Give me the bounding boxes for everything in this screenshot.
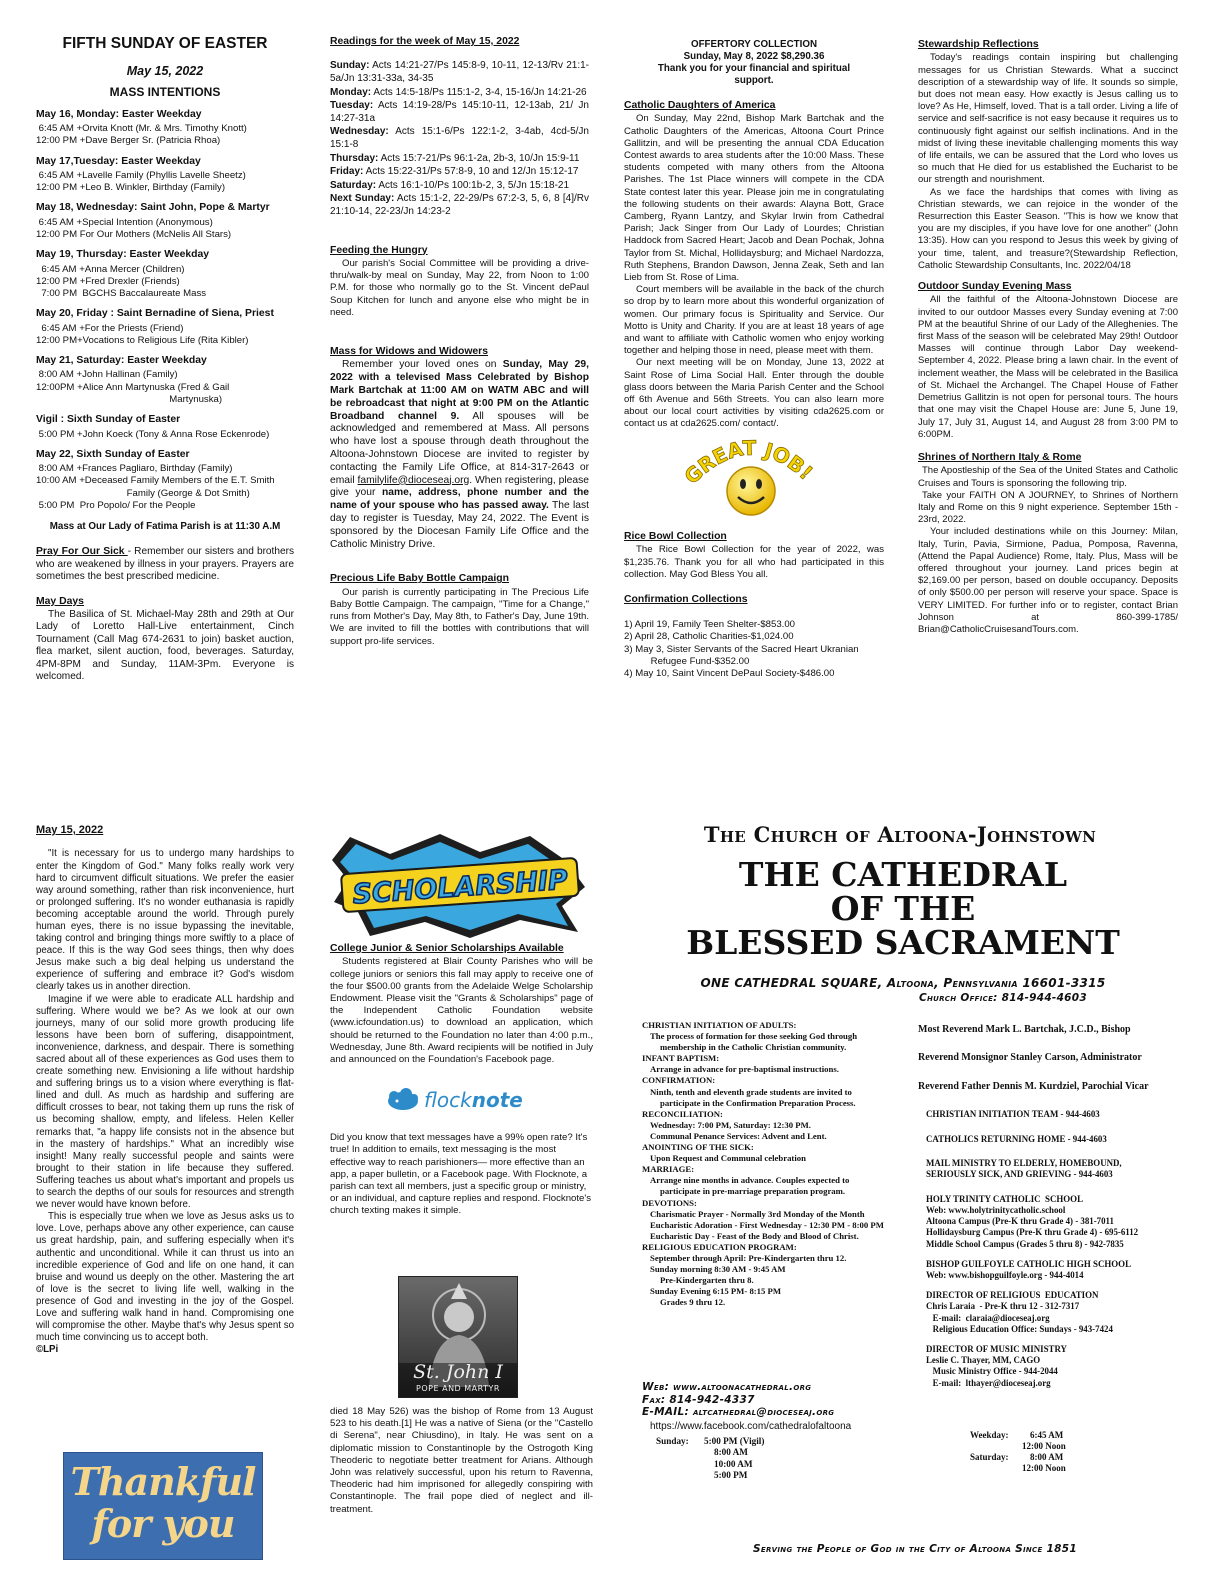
reading-day: Thursday: — [330, 152, 379, 164]
school-entry — [926, 1290, 1184, 1335]
reading-line — [330, 87, 589, 100]
ministry-entry — [926, 1109, 1184, 1120]
parish-address: ONE CATHEDRAL SQUARE, Altoona, Pennsylvania 16601-3315 — [700, 976, 1106, 990]
reading-text: Acts 14:19-28/Ps 145:10-11, 12-13ab, 21/ Jn 14:27-31a — [330, 100, 589, 124]
cathedral-title-3: BLESSED SACRAMENT — [686, 923, 1120, 962]
reading-text: Acts 14:5-18/Ps 115:1-2, 3-4, 15-16/Jn 14:21-26 — [371, 86, 587, 98]
confirmation-heading: Confirmation Collections — [624, 594, 748, 606]
reading-line — [330, 193, 589, 218]
reading-line — [330, 180, 589, 193]
thankful-text-1: Thankful — [70, 1459, 256, 1504]
rice-heading: Rice Bowl Collection — [624, 530, 727, 542]
stewardship-text-1: Today's readings contain inspiring but challenging messages for us Christian Stewards. What a succinct description of a stewardship way of life. It sounds so simple, but does not mean easy. How exactly is Jesus calling us to love? As He, Himself, loved. That is a tall order. Living a life of service and self-sacrifice is not easy because it requires us to continuously fight against our selfish inclinations. And in the midst of living these inevitable challenging moments this way of life entails, we can be assured that the Lord who loves us so much that He died for us established the Eucharist to be our strength and nourishment. — [918, 52, 1178, 186]
school-line: Religious Education Office: Sundays - 943-7424 — [926, 1323, 1113, 1334]
mass-day-heading: Vigil : Sixth Sunday of Easter — [36, 414, 181, 426]
sunday-time: 5:00 PM (Vigil) — [704, 1435, 765, 1446]
stewardship-text-2: As we face the hardships that comes with living as Christian stewards, we can rejoice in the wonder of the Resurrection this Easter Season. "This is how we know that you are my disciples, if you have love for one another" (John 13:35). How can you respond to Jesus this week by giving of your time, talent, and treasure?(Stewardship Reflection, Catholic Stewardship Consultants, Inc. 2022/04/18 — [918, 186, 1178, 271]
cda-text-3: Our next meeting will be on Monday, June 13, 2022 at Saint Rose of Lima Social Hall. Enter through the double glass doors between the Maria Parish Center and the School off 6th Avenue and 56th Streets. You can also learn more about our local court activities by visiting cda2625.com or contact us at cda2625.com/ contact/. — [624, 357, 884, 430]
school-entry — [926, 1259, 1184, 1281]
sacrament-line: INFANT BAPTISM: — [642, 1053, 720, 1064]
great-job-text: GREAT JOB! — [679, 435, 818, 489]
website-link[interactable]: Web: www.altoonacathedral.org — [642, 1381, 812, 1393]
confirmation-item: 2) April 28, Catholic Charities-$1,024.00 — [624, 631, 794, 643]
sacrament-line: membership in the Catholic Christian community. — [660, 1042, 847, 1053]
mass-intention-line: 12:00 PM For Our Mothers (McNelis All Stars) — [36, 229, 232, 241]
school-line: Web: www.holytrinitycatholic.school — [926, 1205, 1066, 1216]
reading-day: Saturday: — [330, 179, 377, 191]
sacrament-line: CONFIRMATION: — [642, 1075, 716, 1086]
mass-intention-line: 12:00 PM +Fred Drexler (Friends) — [36, 275, 180, 287]
ministry-line: CHRISTIAN INITIATION TEAM - 944-4603 — [926, 1109, 1100, 1120]
school-line: DIRECTOR OF MUSIC MINISTRY — [926, 1344, 1067, 1355]
widows-heading: Mass for Widows and Widowers — [330, 345, 489, 357]
mass-intention-line: 5:00 PM +John Koeck (Tony & Anna Rose Eckenrode) — [36, 428, 270, 440]
column-mass-intentions — [36, 34, 294, 683]
diocese-name: The Church of Altoona-Johnstown — [703, 822, 1097, 847]
school-entry — [926, 1344, 1184, 1389]
sacrament-line: Upon Request and Communal celebration — [650, 1153, 806, 1164]
sacrament-line: MARRIAGE: — [642, 1164, 695, 1175]
sacrament-line: Wednesday: 7:00 PM, Saturday: 12:30 PM. — [650, 1119, 811, 1130]
outdoor-mass-text: All the faithful of the Altoona-Johnstown Diocese are invited to our outdoor Masses every Sunday evening at 7:00 PM at the beautiful Shrine of our Lady of the Alleghenies. The first Mass of the season will be celebrated May 29th! Outdoor Masses will continue through Labor Day weekend- September 4, 2022. Please bring a lawn chair. In the event of inclement weather, the Mass will be celebrated in the Basilica of St. Michael the Archangel. The Chapel House of Father Demetrius Gallitzin is not open for personal tours. The hours that one may visit the Chapel House are: June 5, June 19, July 17, July 31, August 14, and August 28 from 3:00 PM to 6:00PM. — [918, 294, 1178, 440]
mass-day — [36, 202, 294, 241]
mass-intention-line: 6:45 AM +Orvita Knott (Mr. & Mrs. Timothy Knott) — [36, 123, 247, 135]
footer-motto: Serving the People of God in the City of Altoona Since 1851 — [753, 1543, 1077, 1555]
reading-text: Acts 14:21-27/Ps 145:8-9, 10-11, 12-13/Rv 21:1-5a/Jn 13:31-33a, 34-35 — [330, 60, 589, 84]
saturday-label: Saturday: — [970, 1452, 1009, 1462]
bottle-heading: Precious Life Baby Bottle Campaign — [330, 573, 509, 585]
sunday-time: 10:00 AM — [714, 1458, 753, 1469]
reading-line — [330, 166, 589, 179]
mass-day — [36, 109, 294, 148]
sacrament-line: Pre-Kindergarten thru 8. — [660, 1275, 754, 1286]
readings-heading: Readings for the week of May 15, 2022 — [330, 36, 520, 47]
weekday-time-1: 6:45 AM — [1030, 1430, 1064, 1440]
ministry-entry — [926, 1134, 1184, 1145]
reading-day: Tuesday: — [330, 100, 374, 112]
cda-heading: Catholic Daughters of America — [624, 100, 776, 111]
cda-text-2: Court members will be available in the back of the church so drop by to learn more about this wonderful organization of women. Our primary focus is Spirituality and Service. Our Motto is Unity and Charity. If you are at least 18 years of age and want to affiliate with Catholic women who enjoy working together and helping those in need, please meet with them. — [624, 284, 884, 357]
school-line: Music Ministry Office - 944-2044 — [926, 1366, 1058, 1377]
sacrament-line: The process of formation for those seeking God through — [650, 1031, 858, 1042]
mass-intention-line: 12:00 PM +Dave Berger Sr. (Patricia Rhoa) — [36, 135, 221, 147]
sacrament-line: participate in the Confirmation Preparation Process. — [660, 1097, 856, 1108]
bottle-text: Our parish is currently participating in The Precious Life Baby Bottle Campaign. The campaign, "Time for a Change," runs from Mother's Day, May 8th, to Father's Day, June 19th. We are invited to fill the bottles with contributions that will support pro-life services. — [330, 586, 589, 647]
date-heading: May 15, 2022 — [126, 64, 204, 78]
mass-day — [36, 449, 294, 512]
icon-caption-name: St. John I — [413, 1361, 503, 1383]
sick-heading: Pray For Our Sick — [36, 546, 128, 558]
reading-day: Next Sunday: — [330, 193, 395, 205]
ministry-line: CATHOLICS RETURNING HOME - 944-4603 — [926, 1133, 1107, 1144]
confirmation-list — [624, 619, 884, 681]
mass-intention-line: 10:00 AM +Deceased Family Members of the E.T. Smith — [36, 475, 275, 487]
ministry-line: SERIOUSLY SICK, AND GRIEVING - 944-4603 — [926, 1169, 1113, 1180]
sunday-time: 5:00 PM — [714, 1470, 748, 1480]
school-line: Leslie C. Thayer, MM, CAGO — [926, 1355, 1041, 1366]
mass-day — [36, 355, 294, 406]
column-offertory — [624, 39, 884, 681]
masthead — [620, 822, 1186, 1004]
school-line: DIRECTOR OF RELIGIOUS EDUCATION — [926, 1290, 1099, 1301]
reading-text: Acts 15:22-31/Ps 57:8-9, 10 and 12/Jn 15:12-17 — [363, 166, 579, 178]
flocknote-sheep-icon — [386, 1088, 420, 1112]
widows-email-link[interactable]: familylife@dioceseaj.org — [357, 474, 470, 486]
scholarship-text-body: Students registered at Blair County Parishes who will be college juniors or seniors this fall may apply to receive one of the four $500.00 grants from the Adelaide Welge Scholarship Endowment. Please visit the "Grants & Scholarships" page of the Independent Catholic Foundation website (www.icfoundation.us) to download an application, which should be returned to the Foundation no later than 4:00 p.m., Wednesday, June 8th. Award recipients will be notified in July and announced on the Foundation's Facebook page. — [330, 956, 593, 1066]
readings-list — [330, 60, 589, 218]
great-job-icon — [676, 435, 826, 525]
st-john-text: died 18 May 526) was the bishop of Rome from 13 August 523 to his death.[1] He was a native of Siena (or the "Castello di Serena", near Chiusdino), in Italy. He was sent on a diplomatic mission to Constantinople by the Ostrogoth King Theoderic to negotiate better treatment for Arians. Although John was relatively successful, upon his return to Ravenna, Theoderic had him imprisoned for allegedly conspiring with Constantinople. The frail pope died of neglect and ill-treatment. — [330, 1406, 593, 1515]
ministry-entry — [926, 1158, 1184, 1181]
mass-intention-line: 12:00 PM +Leo B. Winkler, Birthday (Family) — [36, 182, 226, 194]
column-readings — [330, 36, 589, 648]
school-line: Altoona Campus (Pre-K thru Grade 4) - 381-7011 — [926, 1216, 1114, 1227]
reading-day: Sunday: — [330, 60, 370, 72]
weekday-time-2: 12:00 Noon — [1022, 1441, 1066, 1451]
fax-number: Fax: 814-942-4337 — [642, 1393, 755, 1406]
sacraments-list — [642, 1020, 912, 1308]
outdoor-mass-heading: Outdoor Sunday Evening Mass — [918, 281, 1072, 293]
mass-intention-line: 6:45 AM +Lavelle Family (Phyllis Lavelle Sheetz) — [36, 170, 246, 182]
thankful-banner — [63, 1452, 263, 1560]
weekday-schedule — [970, 1430, 1110, 1474]
email-link[interactable]: E-MAIL: altcathedral@dioceseaj.org — [642, 1406, 835, 1418]
reading-line — [330, 153, 589, 166]
mass-intention-line: 12:00PM +Alice Ann Martynuska (Fred & Gail — [36, 381, 230, 393]
scholarship-text: SCHOLARSHIP — [351, 864, 569, 911]
reading-text: Acts 15:1-6/Ps 122:1-2, 3-4ab, 4cd-5/Jn 15:1-8 — [330, 126, 589, 150]
maydays-text: The Basilica of St. Michael-May 28th and 29th at Our Lady of Loretto Hall-Live entertainment, Cinch Tournament (Call Mag 674-2631 to join) basket auction, flea market, silent auction, food, beverages. Saturday, 4PM-8PM and Sunday, 11AM-3Pm. Everyone is welcomed. — [36, 608, 294, 682]
mass-intention-line: 6:45 AM +For the Priests (Friend) — [36, 322, 184, 334]
maydays-heading: May Days — [36, 595, 84, 607]
great-job-graphic — [624, 435, 884, 525]
mass-intention-line: 8:00 AM +Frances Pagliaro, Birthday (Family) — [36, 463, 233, 475]
shrines-text-2: Take your FAITH ON A JOURNEY, to Shrines of Northern Italy and Rome on this 9 night experience. September 15th - 23rd, 2022. — [918, 489, 1178, 526]
mass-day-heading: May 22, Sixth Sunday of Easter — [36, 448, 190, 460]
widows-text-c: All spouses will be acknowledged and remembered at Mass. All persons who have lost a spouse through death throughout the Altoona-Johnstown Diocese are invited to register by contacting the Family Life Office, at 814-317-2643 or email — [330, 410, 589, 486]
mass-day — [36, 308, 294, 347]
cathedral-title-2: OF THE — [830, 889, 976, 928]
flocknote-name-1: flock — [424, 1088, 472, 1113]
weekday-label: Weekday: — [970, 1430, 1009, 1440]
contact-block — [642, 1381, 912, 1482]
sacrament-line: Arrange in advance for pre-baptismal instructions. — [650, 1064, 839, 1075]
shrines-text-3: Your included destinations while on this Journey: Milan, Italy, Turin, Pavia, Sirmione, Padua, Pomposa, Ravenna, (Attend the Papal Audience) Rome, Italy. Plus, Mass will be offered throughout your journey. Land prices begin at $2,169.00 per person, based on double occupancy. Deposits of only $500.00 per person will reserve your space. Space is VERY LIMITED. For further info or to register, contact Brian Johnson at 860-399-1785/ Brian@CatholicCruisesandTours.com. — [918, 526, 1178, 635]
stewardship-heading: Stewardship Reflections — [918, 39, 1039, 50]
confirmation-item: Refugee Fund-$352.00 — [624, 655, 750, 667]
offertory-title: OFFERTORY COLLECTION — [690, 39, 818, 50]
sunday-time: 8:00 AM — [714, 1447, 748, 1457]
reflection-text-2: Imagine if we were able to eradicate ALL hardship and suffering. Where would we be? As we look at our own journeys, many of our solid more growth producing life lessons have been born of suffering, disappointment, inconvenience, darkness, and despair. There is something sacred about all of these experiences as God uses them to create something new. Envisioning a life without hardship and suffering brings us to a vision where everything is flat-lined and dull. As much as hardship and suffering are difficult crosses to bear, not taking them up runs the risk of us becoming shallow, empty, and lifeless. Helen Keller remarks that, "a happy life consists not in the absence but in the mastery of hardships." What an incredibly wise insight! Many really successful people and saints were brought to their station in life because they suffered. Suffering teaches us about what's important and propels us to search the depths of our souls for resources and strength we never would have known before. — [36, 993, 294, 1211]
mass-intention-line: 6:45 AM +Anna Mercer (Children) — [36, 263, 185, 275]
cathedral-title-1: THE CATHEDRAL — [738, 855, 1068, 894]
school-line: E-mail: lthayer@dioceseaj.org — [926, 1377, 1051, 1388]
sacrament-line: Eucharistic Day - Feast of the Body and Blood of Christ. — [650, 1230, 859, 1241]
sick-section — [36, 546, 294, 583]
sick-text: - Remember our sisters and brothers who are weakened by illness in your prayers. Prayers are sometimes the best prescribed medicine. — [36, 546, 294, 583]
sacrament-line: Ninth, tenth and eleventh grade students are invited to — [650, 1086, 852, 1097]
widows-text-f: The last day to register is Tuesday, May 24, 2022. The Event is sponsored by the Diocesan Family Life Office and the Catholic Ministry Drive. — [330, 500, 590, 550]
reflection-column — [36, 824, 294, 1357]
school-line: Hollidaysburg Campus (Pre-K thru Grade 4) - 695-6112 — [926, 1227, 1139, 1238]
reading-day: Monday: — [330, 86, 372, 98]
flocknote-name-2: note — [471, 1088, 523, 1113]
sacrament-line: Charismatic Prayer - Normally 3rd Monday of the Month — [650, 1208, 865, 1219]
mass-day-heading: May 19, Thursday: Easter Weekday — [36, 249, 210, 261]
sacrament-line: Sunday morning 8:30 AM - 9:45 AM — [650, 1264, 786, 1275]
st-john-icon-image — [398, 1276, 518, 1398]
sacrament-line: RECONCILIATION: — [642, 1108, 723, 1119]
mass-day-heading: May 21, Saturday: Easter Weekday — [36, 355, 207, 367]
sacrament-line: CHRISTIAN INITIATION OF ADULTS: — [642, 1020, 797, 1030]
school-line: HOLY TRINITY CATHOLIC SCHOOL — [926, 1193, 1083, 1204]
fatima-note: Mass at Our Lady of Fatima Parish is at 11:30 A.M — [49, 520, 281, 532]
sacrament-line: participate in pre-marriage preparation program. — [660, 1186, 846, 1197]
saturday-time-2: 12:00 Noon — [1022, 1463, 1066, 1473]
thankful-text-2: for you — [91, 1501, 235, 1546]
widows-text-bold: Sunday, May 29, 2022 with a televised Mass Celebrated by Bishop Mark Bartchak at 11:00 AM on WATM ABC and will be rebroadcast that night at 9:00 PM on the Atlantic Broadband channel 9. — [330, 359, 589, 422]
flocknote-logo — [386, 1086, 593, 1114]
sacrament-line: RELIGIOUS EDUCATION PROGRAM: — [642, 1241, 797, 1252]
confirmation-item: 3) May 3, Sister Servants of the Sacred Heart Ukranian — [624, 643, 859, 655]
mass-intention-line: 6:45 AM +Special Intention (Anonymous) — [36, 216, 213, 228]
mass-intention-line: 8:00 AM +John Hallinan (Family) — [36, 369, 178, 381]
school-line: Web: www.bishopguilfoyle.org - 944-4014 — [926, 1270, 1084, 1281]
offertory-thanks: Thank you for your financial and spiritual support. — [657, 63, 851, 86]
page-title: FIFTH SUNDAY OF EASTER — [62, 35, 268, 52]
sacrament-line: Sunday Evening 6:15 PM- 8:15 PM — [650, 1286, 782, 1297]
hungry-text: Our parish's Social Committee will be providing a drive-thru/walk-by meal on Sunday, May 22, from Noon to 1:00 P.M. for those who normally go to the St. Vincent dePaul Soup Kitchen for lunch and anyone else who might be in need. — [330, 257, 589, 318]
hungry-heading: Feeding the Hungry — [330, 244, 428, 256]
widows-text-bold2: name, address, phone number and the name of your spouse who has passed away. — [330, 487, 589, 512]
mass-intention-line: Family (George & Dot Smith) — [36, 487, 250, 499]
reading-text: Acts 15:7-21/Ps 96:1-2a, 2b-3, 10/Jn 15:9-11 — [378, 152, 580, 164]
offertory-amount: Sunday, May 8, 2022 $8,290.36 — [683, 51, 825, 62]
reading-line — [330, 126, 589, 151]
clergy-name: Most Reverend Mark L. Bartchak, J.C.D., Bishop — [918, 1024, 1131, 1035]
reading-text: Acts 15:1-2, 22-29/Ps 67:2-3, 5, 6, 8 [4]/Rv 21:10-14, 22-23/Jn 14:23-2 — [330, 193, 589, 217]
widows-text-d: . When registering, please give your — [330, 474, 590, 499]
scholarship-burst-icon — [330, 832, 590, 940]
widows-text — [330, 359, 589, 551]
reading-line — [330, 60, 589, 85]
mass-intentions-heading: MASS INTENTIONS — [109, 85, 221, 100]
icon-caption-title: POPE AND MARTYR — [416, 1384, 500, 1393]
reading-text: Acts 16:1-10/Ps 100:1b-2, 3, 5/Jn 15:18-21 — [376, 179, 570, 191]
sacrament-line: ANOINTING OF THE SICK: — [642, 1142, 754, 1153]
saturday-time-1: 8:00 AM — [1030, 1452, 1064, 1462]
reading-line — [330, 100, 589, 125]
shrines-heading: Shrines of Northern Italy & Rome — [918, 451, 1082, 463]
mass-intention-line: 7:00 PM BGCHS Baccalaureate Mass — [36, 288, 207, 300]
school-line: E-mail: claraia@dioceseaj.org — [926, 1312, 1050, 1323]
mass-day-heading: May 20, Friday : Saint Bernadine of Siena, Priest — [36, 308, 274, 320]
mass-day-heading: May 18, Wednesday: Saint John, Pope & Martyr — [36, 202, 270, 214]
confirmation-item: 1) April 19, Family Teen Shelter-$853.00 — [624, 618, 796, 630]
sacrament-line: September through April: Pre-Kindergarten thru 12. — [650, 1252, 847, 1263]
reading-day: Wednesday: — [330, 126, 389, 138]
rice-text: The Rice Bowl Collection for the year of 2022, was $1,235.76. Thank you for all who had participated in this collection. May God Bless You all. — [624, 544, 884, 580]
mass-intentions-list — [36, 109, 294, 512]
widows-text-a: Remember your loved ones on — [342, 359, 503, 371]
sacrament-line: Eucharistic Adoration - First Wednesday - 12:30 PM - 8:00 PM — [650, 1219, 884, 1230]
clergy-name: Reverend Father Dennis M. Kurdziel, Parochial Vicar — [918, 1080, 1149, 1092]
mass-intention-line: 5:00 PM Pro Popolo/ For the People — [36, 499, 196, 511]
school-entry — [926, 1194, 1184, 1250]
copyright-mark: ©LPi — [36, 1344, 59, 1356]
clergy-name: Reverend Monsignor Stanley Carson, Administrator — [918, 1052, 1142, 1064]
mass-day — [36, 414, 294, 441]
reflection-date: May 15, 2022 — [36, 824, 104, 836]
staff-directory — [918, 1024, 1184, 1398]
reflection-text-3: This is especially true when we love as Jesus asks us to love. Love, perhaps above any other experience, can cause us great hardship, pain, and suffering especially when it's authentic and unconditional. While it can thrust us into an incredible experience of God and life on one hand, it can bruise and wound us deeply on the other. Mastering the art of love is the secret to living life well, walking in the presence of God and investing in the joy of the Gospel. Love and suffering walk hand in hand. Compromising one will compromise the other. Maybe that's why Jesus spent so much time convincing us to accept both. — [36, 1211, 294, 1344]
mass-day-heading: May 16, Monday: Easter Weekday — [36, 108, 202, 120]
confirmation-item: 4) May 10, Saint Vincent DePaul Society-$486.00 — [624, 668, 835, 680]
sunday-label: Sunday: — [656, 1435, 689, 1446]
facebook-link[interactable]: https://www.facebook.com/cathedralofaltoona — [650, 1420, 852, 1432]
scholarship-column — [330, 943, 593, 1218]
church-office-phone: Church Office: 814-944-4603 — [918, 992, 1088, 1004]
sacrament-line: Grades 9 thru 12. — [660, 1297, 726, 1308]
school-line: Chris Laraia - Pre-K thru 12 - 312-7317 — [926, 1301, 1080, 1312]
cda-text-1: On Sunday, May 22nd, Bishop Mark Bartchak and the Catholic Daughters of the Americas, Altoona Court Prince Gallitzin, and will be presenting the annual CDA Education Contest awards to area students after the 10:00 Mass. These students competed with many others from the Altoona Parishes. The 1st Place winners will compete in the CDA State contest later this year. Please join me in congratulating the following students on their awards: Alayna Bott, Grace Camberg, Ryann Lantzy, and Skylar Irwin from Cathedral Parish; Jack Singer from Our Lady of Lourdes; Christian Haddock from Sacred Heart; Jacob and Dean Pochak, Johna Taylor from St. Michal, Hollidaysburg; and Michael Nardozza, Ruth Stephens, Brandon Dawson, Jenna Zeak, Seth and Ian Lieb from St. Rose of Lima. — [624, 113, 884, 284]
column-stewardship — [918, 39, 1178, 636]
mass-day — [36, 249, 294, 300]
school-line: BISHOP GUILFOYLE CATHOLIC HIGH SCHOOL — [926, 1258, 1131, 1269]
mass-intention-line: Martynuska) — [36, 393, 223, 405]
sacrament-line: Arrange nine months in advance. Couples expected to — [650, 1175, 850, 1186]
ministry-line: MAIL MINISTRY TO ELDERLY, HOMEBOUND, — [926, 1158, 1122, 1169]
scholarship-heading: College Junior & Senior Scholarships Available — [330, 943, 564, 954]
reading-day: Friday: — [330, 166, 364, 178]
flocknote-text: Did you know that text messages have a 99% open rate? It's true! In addition to emails, text messaging is the most effective way to reach parishioners— more effective than an app, a paper bulletin, or a Facebook page. With Flocknote, a parish can text all members, just a specific group or ministry, or an individual, and capture replies and respond. Flocknote's church texting makes it simple. — [330, 1132, 592, 1217]
sacrament-line: Communal Penance Services: Advent and Lent. — [650, 1130, 827, 1141]
shrines-text-1: The Apostleship of the Sea of the United States and Catholic Cruises and Tours is sponsoring the following trip. — [918, 465, 1178, 489]
mass-day — [36, 156, 294, 195]
school-line: Middle School Campus (Grades 5 thru 8) - 942-7835 — [926, 1238, 1124, 1249]
mass-intention-line: 12:00 PM+Vocations to Religious Life (Rita Kibler) — [36, 334, 249, 346]
sacrament-line: DEVOTIONS: — [642, 1197, 697, 1208]
mass-day-heading: May 17,Tuesday: Easter Weekday — [36, 155, 201, 167]
sunday-schedule — [642, 1436, 912, 1482]
reflection-text-1: "It is necessary for us to undergo many hardships to enter the Kingdom of God." Many folks really work very hard to circumvent difficult situations. We prefer the easier way around something, rather than risk inconvenience, hurt or prolonged suffering. It's no wonder euthanasia is rapidly becoming acceptable around the world. Through purely human eyes, there is no issue bypassing the inevitable, taking control and bringing things more swiftly to a place of peace. If this is the way God sees things, then why does Jesus make such a big deal helping us understand the experience of suffering and embrace it? God's wisdom clearly takes us in another direction. — [36, 848, 294, 993]
sunday-times — [704, 1436, 764, 1482]
scholarship-graphic — [330, 832, 590, 940]
